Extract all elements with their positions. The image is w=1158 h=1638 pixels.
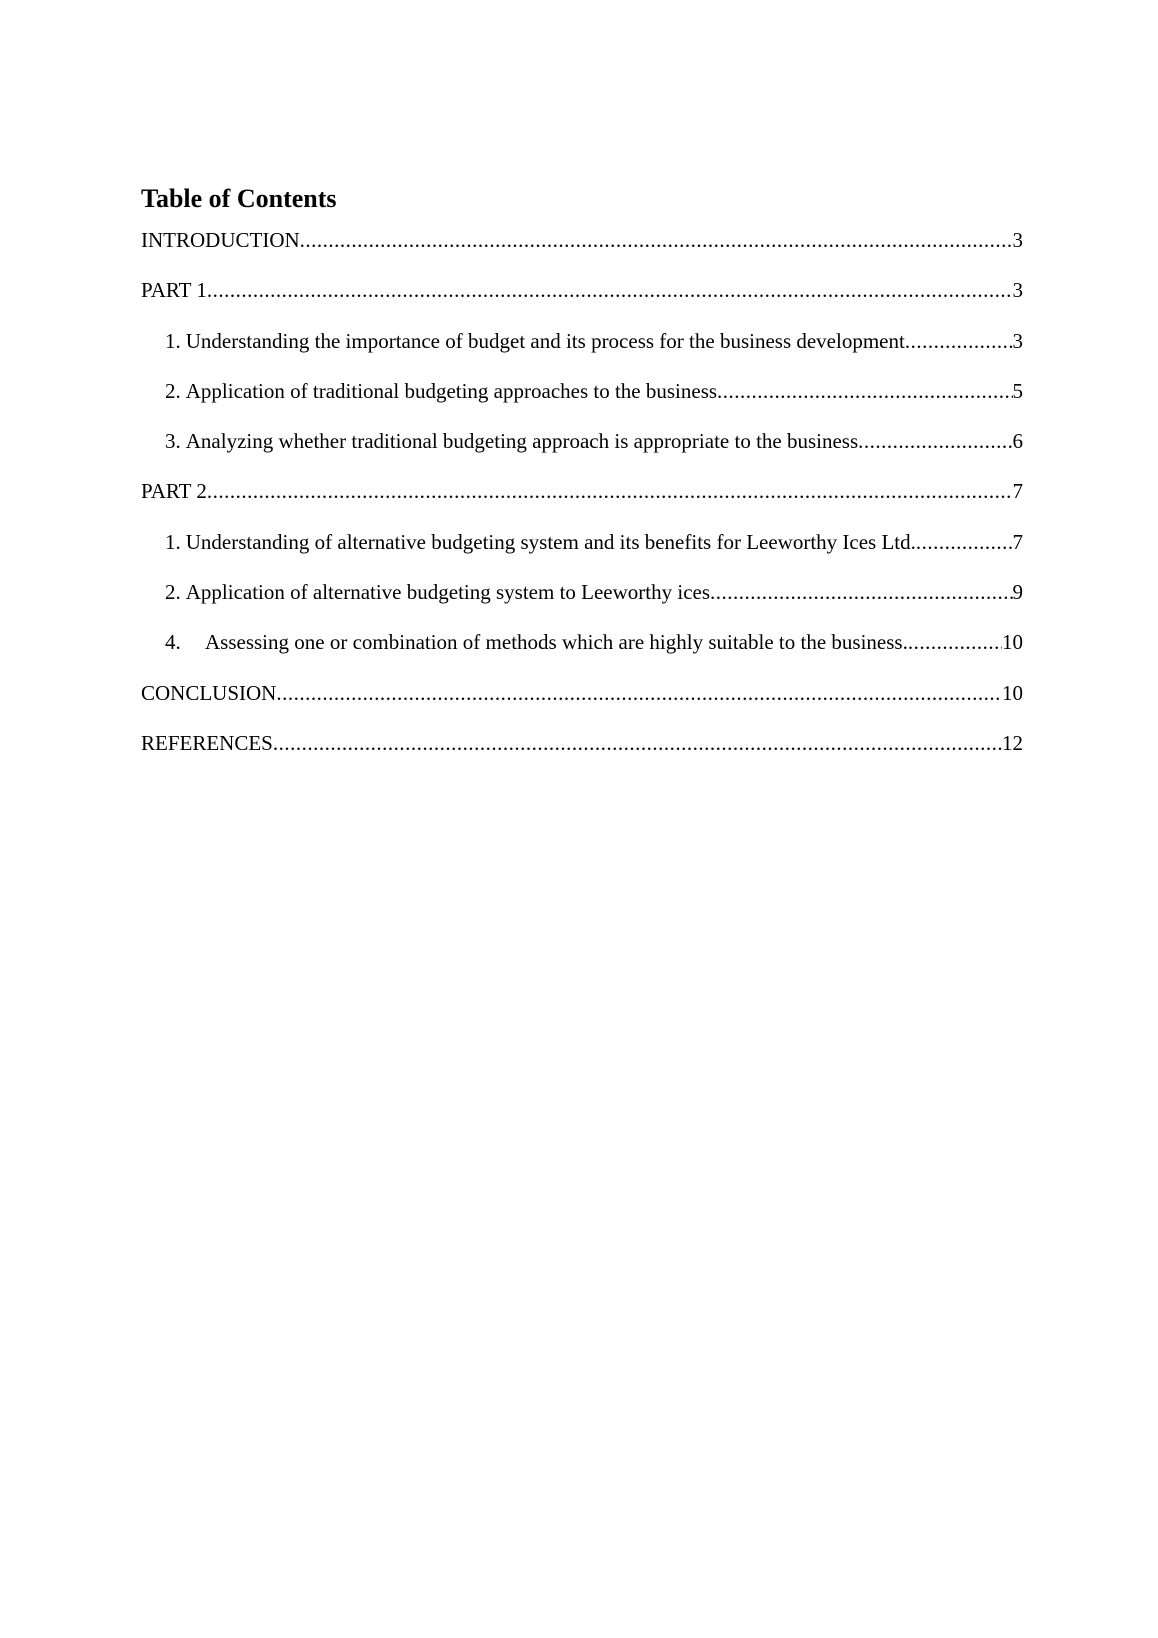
- toc-entry-part-2-section-2[interactable]: [141, 580, 1023, 604]
- table-of-contents: [141, 184, 1023, 781]
- dot-leader: [300, 228, 1013, 252]
- toc-entry-page: 6: [1012, 429, 1023, 454]
- toc-entry-page: 7: [1012, 529, 1023, 554]
- toc-entry-number: 2.: [165, 378, 181, 403]
- toc-entry-label: PART 1: [141, 278, 207, 303]
- dot-leader: [717, 379, 1012, 403]
- toc-entry-part-2-section-4[interactable]: [141, 630, 1023, 654]
- toc-entry-part-1-section-2[interactable]: [141, 379, 1023, 403]
- toc-entry-page: 3: [1012, 228, 1023, 252]
- toc-entry-page: 12: [1002, 730, 1023, 755]
- toc-entry-part-1[interactable]: [141, 278, 1023, 302]
- toc-entry-part-1-section-3[interactable]: [141, 429, 1023, 453]
- toc-entry-introduction[interactable]: [141, 228, 1023, 252]
- toc-entry-number: 1.: [165, 529, 181, 554]
- toc-entry-label: Application of traditional budgeting approaches to the business: [185, 378, 718, 403]
- dot-leader: [207, 479, 1013, 503]
- toc-entry-references[interactable]: [141, 731, 1023, 755]
- toc-entry-page: 3: [1012, 278, 1023, 303]
- toc-entry-number: 2.: [165, 580, 181, 605]
- toc-entry-label: CONCLUSION: [141, 680, 277, 705]
- dot-leader: [908, 630, 1002, 654]
- toc-entry-label: REFERENCES: [141, 730, 273, 755]
- toc-entry-label: Understanding the importance of budget and its process for the business development: [185, 328, 905, 353]
- toc-heading: Table of Contents: [141, 184, 337, 213]
- toc-entry-page: 10: [1002, 680, 1023, 705]
- toc-entry-conclusion[interactable]: [141, 681, 1023, 705]
- toc-entry-page: 10: [1002, 630, 1023, 655]
- toc-entry-label: Understanding of alternative budgeting system and its benefits for Leeworthy Ices Ltd.: [185, 529, 916, 554]
- toc-entry-number: 1.: [165, 328, 181, 353]
- toc-entry-number: 4.: [165, 630, 181, 655]
- dot-leader: [858, 429, 1012, 453]
- toc-entry-part-1-section-1[interactable]: [141, 329, 1023, 353]
- toc-entry-label: Analyzing whether traditional budgeting approach is appropriate to the business: [185, 429, 859, 454]
- dot-leader: [273, 731, 1002, 755]
- toc-entry-page: 7: [1012, 479, 1023, 504]
- toc-entry-page: 5: [1012, 378, 1023, 403]
- dot-leader: [905, 329, 1013, 353]
- toc-entry-label: Application of alternative budgeting system to Leeworthy ices: [185, 580, 711, 605]
- toc-entry-part-2[interactable]: [141, 479, 1023, 503]
- toc-entry-label: Assessing one or combination of methods which are highly suitable to the business.: [205, 630, 908, 655]
- dot-leader: [276, 681, 1002, 705]
- dot-leader: [916, 530, 1013, 554]
- toc-entry-number: 3.: [165, 429, 181, 454]
- toc-entry-label: PART 2: [141, 479, 207, 504]
- toc-entry-page: 9: [1012, 580, 1023, 605]
- toc-entry-page: 3: [1012, 328, 1023, 353]
- dot-leader: [710, 580, 1012, 604]
- toc-entry-label: INTRODUCTION: [141, 228, 300, 252]
- dot-leader: [207, 278, 1013, 302]
- toc-entry-part-2-section-1[interactable]: [141, 530, 1023, 554]
